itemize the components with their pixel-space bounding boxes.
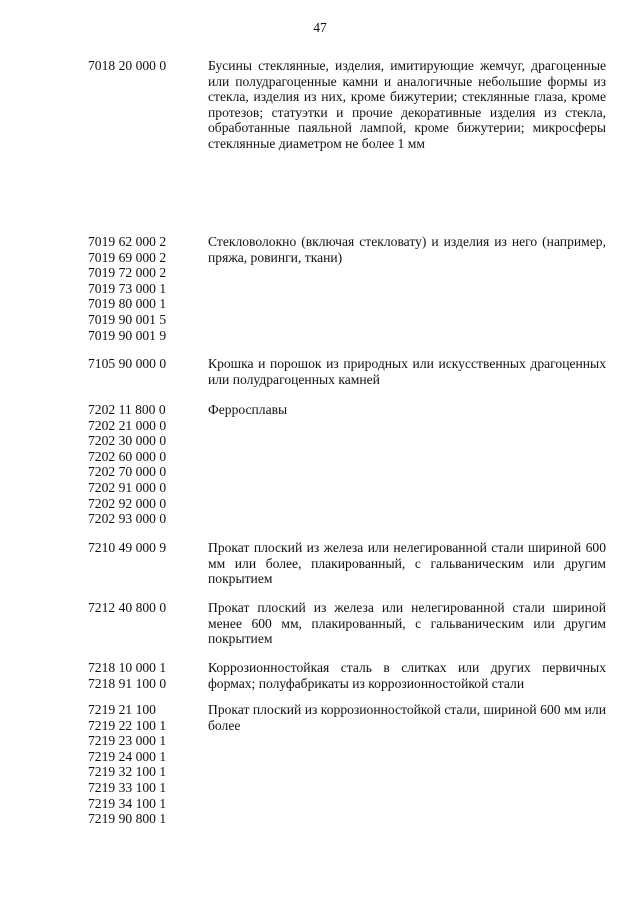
entry-7219 [88, 702, 608, 827]
entry-description: Прокат плоский из железа или нелегированной стали шириной 600 мм или более, плакированный, с гальваническим или другим покрытием [208, 540, 606, 587]
tariff-code: 7219 34 100 1 [88, 795, 167, 811]
code-list [88, 600, 208, 647]
tariff-code: 7202 21 000 0 [88, 417, 167, 433]
tariff-code: 7019 80 000 1 [88, 296, 167, 312]
tariff-code: 7019 72 000 2 [88, 265, 167, 281]
tariff-code: 7219 90 800 1 [88, 811, 167, 827]
entry-description: Коррозионностойкая сталь в слитках или других первичных формах; полуфабрикаты из коррозионностойкой стали [208, 660, 606, 691]
tariff-code: 7019 62 000 2 [88, 234, 167, 249]
code-list [88, 540, 208, 587]
tariff-code: 7202 11 800 0 [88, 402, 166, 417]
tariff-code: 7219 33 100 1 [88, 779, 167, 795]
tariff-code: 7212 40 800 0 [88, 600, 167, 615]
tariff-code: 7202 30 000 0 [88, 433, 167, 449]
entry-7202 [88, 402, 608, 527]
entry-7019 [88, 234, 608, 343]
entry-7018 [88, 58, 608, 152]
entry-description: Крошка и порошок из природных или искусственных драгоценных или полудрагоценных камней [208, 356, 606, 387]
tariff-code: 7202 70 000 0 [88, 464, 167, 480]
entry-7218 [88, 660, 608, 691]
tariff-code: 7019 73 000 1 [88, 280, 167, 296]
tariff-code: 7219 24 000 1 [88, 748, 167, 764]
tariff-code: 7218 91 100 0 [88, 675, 167, 691]
entry-7105 [88, 356, 608, 387]
tariff-code: 7219 32 100 1 [88, 764, 167, 780]
tariff-code: 7202 93 000 0 [88, 511, 167, 527]
tariff-code: 7218 10 000 1 [88, 660, 167, 675]
page-number: 47 [313, 20, 327, 35]
tariff-code: 7202 60 000 0 [88, 448, 167, 464]
code-list [88, 402, 208, 527]
code-list [88, 356, 208, 387]
tariff-code: 7019 69 000 2 [88, 249, 167, 265]
entry-description: Бусины стеклянные, изделия, имитирующие жемчуг, драгоценные или полудрагоценные камни и аналогичные небольшие формы из стекла, изделия из них, кроме бижутерии; стеклянные глаза, кроме протезов; статуэтки и прочие декоративные изделия из стекла, обработанные паяльной лампой, кроме бижутерии; микросферы стеклянные диаметром не более 1 мм [208, 58, 606, 151]
tariff-code: 7019 90 001 9 [88, 327, 167, 343]
tariff-code: 7219 21 100 [88, 702, 156, 717]
entry-description: Стекловолокно (включая стекловату) и изделия из него (например, пряжа, ровинги, ткани) [208, 234, 606, 265]
entry-7212 [88, 600, 608, 647]
entry-description: Прокат плоский из железа или нелегированной стали шириной менее 600 мм, плакированный, с гальваническим или другим покрытием [208, 600, 606, 647]
code-list [88, 58, 208, 152]
tariff-code: 7018 20 000 0 [88, 58, 167, 73]
entry-7210 [88, 540, 608, 587]
tariff-code: 7210 49 000 9 [88, 540, 167, 555]
code-list [88, 660, 208, 691]
tariff-code: 7019 90 001 5 [88, 311, 167, 327]
entry-description: Ферросплавы [208, 402, 288, 417]
tariff-code: 7219 23 000 1 [88, 733, 167, 749]
tariff-code: 7202 92 000 0 [88, 495, 167, 511]
entry-description: Прокат плоский из коррозионностойкой стали, шириной 600 мм или более [208, 702, 606, 733]
code-list [88, 702, 208, 827]
code-list [88, 234, 208, 343]
tariff-code: 7202 91 000 0 [88, 479, 167, 495]
tariff-code: 7219 22 100 1 [88, 717, 167, 733]
tariff-code: 7105 90 000 0 [88, 356, 167, 371]
